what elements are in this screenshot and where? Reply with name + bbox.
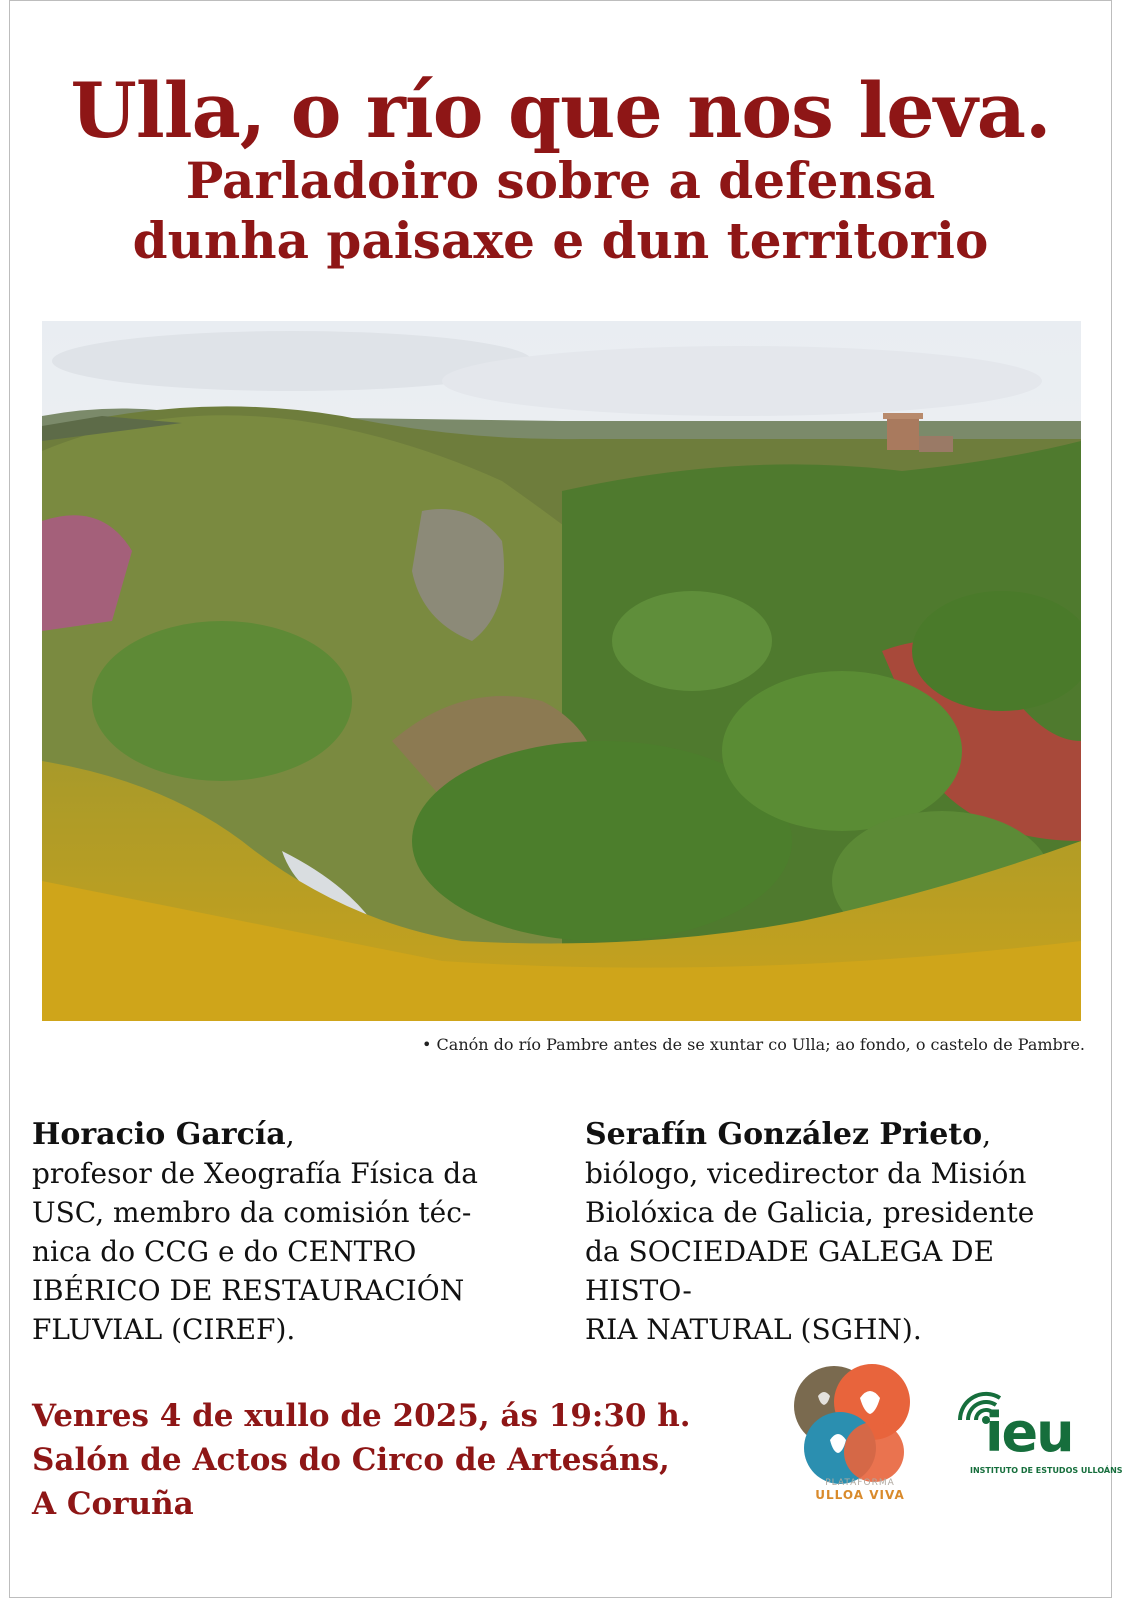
event-date-time: Venres 4 de xullo de 2025, ás 19:30 h. xyxy=(32,1398,691,1434)
event-venue-line-2: A Coruña xyxy=(32,1486,194,1522)
photo-caption: • Canón do río Pambre antes de se xuntar co Ulla; ao fondo, o castelo de Pambre. xyxy=(422,1035,1085,1054)
ulloa-viva-line-1: PLATAFORMA xyxy=(825,1478,895,1488)
speaker-description-line: IBÉRICO DE RESTAURACIÓN xyxy=(32,1274,465,1307)
subtitle-line-1: Parladoiro sobre a defensa xyxy=(185,151,936,210)
speaker-description-line: nica do CCG e do CENTRO xyxy=(32,1235,417,1268)
subtitle-line-2: dunha paisaxe e dun territorio xyxy=(132,211,989,270)
speaker-name: Serafín González Prieto xyxy=(585,1117,983,1152)
speaker-description-line: FLUVIAL (CIREF). xyxy=(32,1313,296,1346)
event-details xyxy=(32,1394,691,1526)
ieu-logo-mark: ieu xyxy=(985,1401,1073,1464)
speaker-description-line: biólogo, vicedirector da Misión xyxy=(585,1157,1027,1190)
speaker-name: Horacio García xyxy=(32,1117,286,1152)
speaker-description-line: Biolóxica de Galicia, presidente xyxy=(585,1196,1035,1229)
speaker-description-line: USC, membro da comisión téc- xyxy=(32,1196,472,1229)
speaker-description-line: da SOCIEDADE GALEGA DE HISTO- xyxy=(585,1235,995,1307)
speaker-serafin-gonzalez-prieto xyxy=(585,1115,1105,1349)
landscape-photo xyxy=(42,321,1081,1021)
ulloa-viva-caption xyxy=(790,1478,930,1502)
river-canyon-illustration xyxy=(42,321,1081,1021)
ieu-logo-caption: INSTITUTO DE ESTUDOS ULLOÁNS xyxy=(970,1466,1123,1475)
event-venue-line-1: Salón de Actos do Circo de Artesáns, xyxy=(32,1442,670,1478)
speaker-name-suffix: , xyxy=(285,1118,295,1151)
speaker-description-line: RIA NATURAL (SGHN). xyxy=(585,1313,922,1346)
speaker-name-suffix: , xyxy=(982,1118,992,1151)
poster-title: Ulla, o río que nos leva. xyxy=(70,66,1051,155)
speaker-description-line: profesor de Xeografía Física da xyxy=(32,1157,478,1190)
poster xyxy=(9,0,1112,1598)
speaker-horacio-garcia xyxy=(32,1115,562,1349)
poster-subtitle xyxy=(10,151,1111,271)
ulloa-viva-line-2: ULLOA VIVA xyxy=(815,1488,905,1502)
